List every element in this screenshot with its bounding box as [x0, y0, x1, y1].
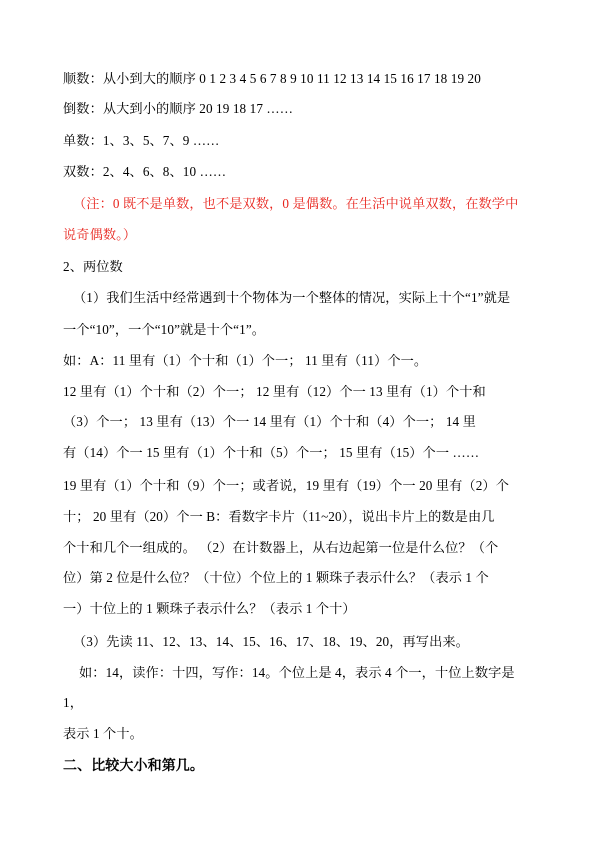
section-heading-two-digit: 2、两位数	[63, 259, 123, 274]
text-line-reverse-sequence: 倒数：从大到小的顺序 20 19 18 17 ……	[63, 101, 293, 116]
text-line: （3）个一； 13 里有（13）个一 14 里有（1）个十和（4）个一； 14 里	[63, 414, 476, 429]
text-line: （3）先读 11、12、13、14、15、16、17、18、19、20，再写出来。	[73, 634, 469, 649]
note-line-2: 说奇偶数。）	[63, 227, 137, 242]
text-line: 表示 1 个十。	[63, 726, 143, 741]
text-line-odd-numbers: 单数：1、3、5、7、9 ……	[63, 133, 220, 148]
text-line: 19 里有（1）个十和（9）个一；或者说，19 里有（19）个一 20 里有（2）个	[63, 478, 509, 493]
text-line: 如：14，读作：十四，写作：14。个位上是 4，表示 4 个一，十位上数字是	[79, 665, 515, 680]
text-line: 一个“10”，一个“10”就是十个“1”。	[63, 322, 266, 337]
note-line-1: （注：0 既不是单数，也不是双数，0 是偶数。在生活中说单双数，在数学中	[73, 196, 519, 211]
text-line: （1）我们生活中经常遇到十个物体为一个整体的情况，实际上十个“1”就是	[73, 290, 511, 305]
text-line: 如：A：11 里有（1）个十和（1）个一； 11 里有（11）个一。	[63, 353, 428, 368]
text-line: 位）第 2 位是什么位？（十位）个位上的 1 颗珠子表示什么？（表示 1 个	[63, 570, 489, 585]
text-line: 十； 20 里有（20）个一 B：看数字卡片（11~20），说出卡片上的数是由几	[63, 509, 495, 524]
text-line: 个十和几个一组成的。 （2）在计数器上，从右边起第一位是什么位？（个	[63, 540, 499, 555]
text-line-ordinal-sequence: 顺数：从小到大的顺序 0 1 2 3 4 5 6 7 8 9 10 11 12 13 14 15 16 17 18 19 20	[63, 71, 481, 86]
text-line-even-numbers: 双数：2、4、6、8、10 ……	[63, 164, 227, 179]
text-line: 一）十位上的 1 颗珠子表示什么？（表示 1 个十）	[63, 601, 356, 616]
text-line: 有（14）个一 15 里有（1）个十和（5）个一； 15 里有（15）个一 ……	[63, 445, 480, 460]
text-line: 12 里有（1）个十和（2）个一； 12 里有（12）个一 13 里有（1）个十和	[63, 384, 486, 399]
text-line: 1，	[63, 695, 83, 710]
section-heading-compare: 二、比较大小和第几。	[63, 759, 204, 774]
